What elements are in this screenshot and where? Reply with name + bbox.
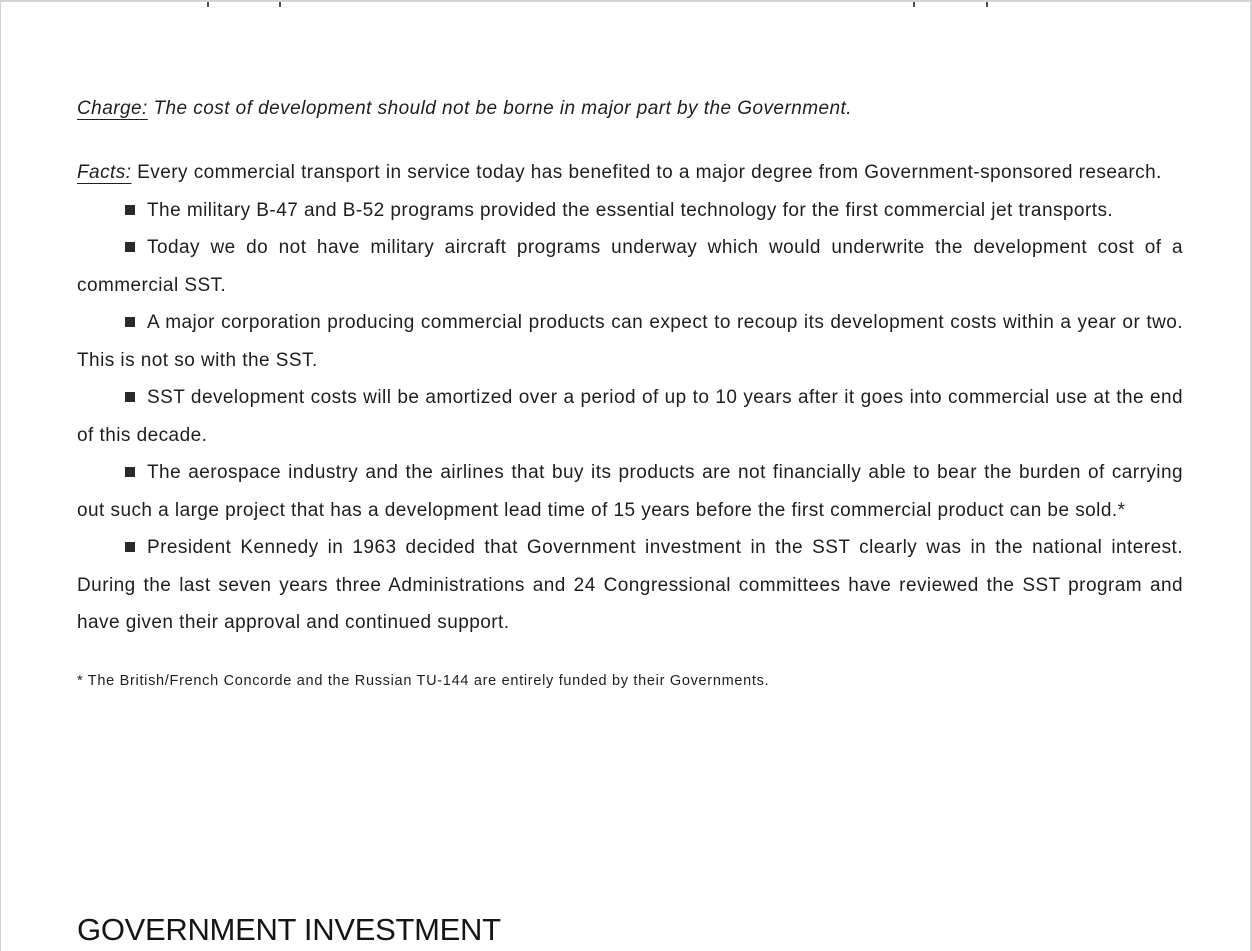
facts-text: Every commercial transport in service today has benefited to a major degree from Government-sponsored research. — [137, 162, 1162, 183]
bullet-item — [77, 454, 1183, 529]
square-bullet-icon — [125, 392, 135, 402]
facts-label: Facts: — [77, 162, 132, 183]
bullet-item — [77, 229, 1183, 304]
bullet-item — [77, 379, 1183, 454]
scan-mark — [986, 2, 988, 7]
charge-label: Charge: — [77, 98, 148, 119]
square-bullet-icon — [125, 242, 135, 252]
scan-mark — [279, 2, 281, 7]
bullet-item — [77, 529, 1183, 642]
bullet-text: President Kennedy in 1963 decided that Government investment in the SST clearly was in the national interest. During the last seven years three Administrations and 24 Congressional committees have reviewed the SST program and have given their approval and continued support. — [77, 537, 1183, 633]
square-bullet-icon — [125, 205, 135, 215]
bullet-text: The military B-47 and B-52 programs provided the essential technology for the first commercial jet transports. — [147, 199, 1114, 221]
bullet-text: SST development costs will be amortized over a period of up to 10 years after it goes into commercial use at the end of this decade. — [77, 387, 1183, 446]
charge-paragraph — [77, 94, 1183, 124]
square-bullet-icon — [125, 317, 135, 327]
bullet-text: A major corporation producing commercial products can expect to recoup its development costs within a year or two. This is not so with the SST. — [77, 312, 1183, 371]
facts-paragraph — [77, 154, 1183, 192]
bullet-text: The aerospace industry and the airlines that buy its products are not financially able to bear the burden of carrying out such a large project that has a development lead time of 15 years before the first commercial product can be sold.* — [77, 462, 1183, 521]
bullet-item — [77, 192, 1183, 230]
charge-text: The cost of development should not be borne in major part by the Government. — [153, 98, 853, 119]
footnote: * The British/French Concorde and the Russian TU-144 are entirely funded by their Governments. — [77, 672, 770, 689]
scan-mark — [913, 2, 915, 7]
scan-mark — [207, 2, 209, 7]
section-title: GOVERNMENT INVESTMENT — [77, 912, 501, 947]
bullet-text: Today we do not have military aircraft programs underway which would underwrite the development cost of a commercial SST. — [77, 237, 1183, 296]
body-text — [77, 94, 1183, 691]
bullet-item — [77, 304, 1183, 379]
square-bullet-icon — [125, 467, 135, 477]
square-bullet-icon — [125, 542, 135, 552]
